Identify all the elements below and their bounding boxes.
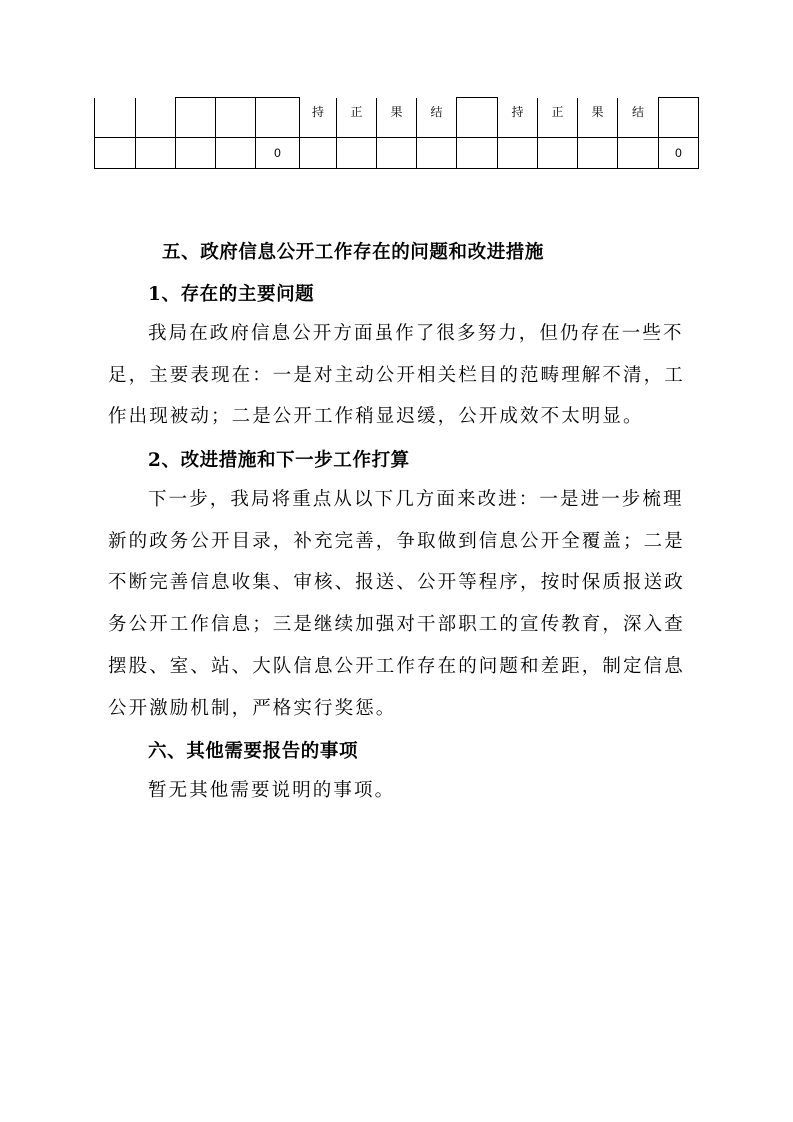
table-cell [457,98,498,138]
section-6-paragraph [108,770,676,812]
table-row [95,98,699,138]
paragraph-line: 暂无其他需要说明的事项。 [148,780,396,801]
table-cell: 持 [498,98,538,138]
paragraph-line: 新的政务公开目录，补充完善，争取做到信息公开全覆盖；二是 [108,530,685,552]
table-cell [457,138,498,169]
table-cell [216,138,256,169]
table-cell [618,138,659,169]
paragraph-line: 摆股、室、站、大队信息公开工作存在的问题和差距，制定信息 [108,655,685,677]
section-6-heading: 六、其他需要报告的事项 [148,741,359,762]
table-cell [256,98,300,138]
table-cell [136,138,176,169]
table-cell [95,98,136,138]
table-cell: 正 [337,98,377,138]
subsection-1-heading: 1、存在的主要问题 [148,284,315,305]
table-cell [300,138,337,169]
table-cell [216,98,256,138]
table-cell: 果 [578,98,618,138]
statistics-table-fragment [94,97,699,169]
table-cell [176,98,216,138]
table-cell [498,138,538,169]
table-cell: 结 [618,98,659,138]
table-cell: 0 [659,138,699,169]
table-cell [95,138,136,169]
paragraph-line: 作出现被动；二是公开工作稍显迟缓，公开成效不太明显。 [108,406,644,428]
table-row [95,138,699,169]
subsection-1-paragraph [108,313,685,438]
table-cell [659,98,699,138]
table-cell [578,138,618,169]
subsection-2-paragraph [108,479,685,729]
paragraph-line: 不断完善信息收集、审核、报送、公开等程序，按时保质报送政 [108,572,685,594]
subsection-2-heading: 2、改进措施和下一步工作打算 [148,450,410,471]
paragraph-line: 公开激励机制，严格实行奖惩。 [108,697,397,719]
paragraph-line: 足，主要表现在：一是对主动公开相关栏目的范畴理解不清，工 [108,364,685,386]
section-5-heading: 五、政府信息公开工作存在的问题和改进措施 [162,242,545,263]
table-cell: 结 [417,98,457,138]
table-cell: 果 [377,98,417,138]
table-cell: 0 [256,138,300,169]
table-cell [538,138,578,169]
table-cell [337,138,377,169]
table-cell [377,138,417,169]
table-cell [417,138,457,169]
table-cell: 正 [538,98,578,138]
paragraph-line: 务公开工作信息；三是继续加强对干部职工的宣传教育，深入查 [108,614,685,636]
paragraph-line: 我局在政府信息公开方面虽作了很多努力，但仍存在一些不 [148,323,684,344]
paragraph-line: 下一步，我局将重点从以下几方面来改进：一是进一步梳理 [148,489,684,510]
table-cell: 持 [300,98,337,138]
table-cell [136,98,176,138]
table-cell [176,138,216,169]
